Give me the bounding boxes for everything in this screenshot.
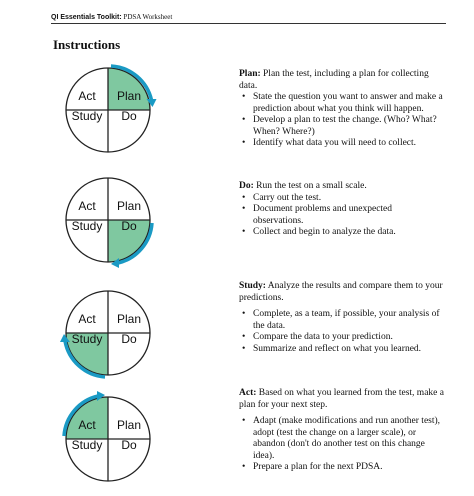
step-do bbox=[239, 181, 444, 239]
step-intro-text: Analyze the results and compare them to your predictions. bbox=[239, 281, 443, 303]
worksheet-name: PDSA Worksheet bbox=[121, 13, 173, 21]
step-bullet-list bbox=[239, 92, 444, 150]
label-do: Do bbox=[121, 332, 137, 346]
document-header bbox=[51, 13, 444, 22]
label-study: Study bbox=[71, 332, 103, 346]
step-name: Plan: bbox=[239, 69, 261, 79]
pdsa-cycle-act bbox=[58, 389, 158, 489]
step-intro bbox=[239, 69, 444, 92]
label-study: Study bbox=[71, 109, 103, 123]
label-plan: Plan bbox=[116, 312, 142, 326]
list-item: • Adapt (make modifications and run another test), adopt (test the change on a larger scale), or abandon (don't do another test on this change idea). bbox=[239, 416, 444, 462]
label-do: Do bbox=[121, 109, 137, 123]
list-item: • Summarize and reflect on what you learned. bbox=[239, 344, 444, 356]
step-intro-text: Based on what you learned from the test, make a plan for your next step. bbox=[239, 388, 444, 410]
list-item: • Collect and begin to analyze the data. bbox=[239, 227, 444, 239]
label-act: Act bbox=[78, 89, 96, 103]
list-item: • Prepare a plan for the next PDSA. bbox=[239, 462, 444, 474]
list-item: • Compare the data to your prediction. bbox=[239, 332, 444, 344]
label-act: Act bbox=[78, 199, 96, 213]
step-bullet-list bbox=[239, 193, 444, 239]
label-do: Do bbox=[121, 219, 137, 233]
pdsa-cycle-study bbox=[58, 283, 158, 383]
pdsa-cycle-do bbox=[58, 170, 158, 270]
list-item: • Carry out the test. bbox=[239, 193, 444, 205]
step-name: Act: bbox=[239, 388, 257, 398]
label-act: Act bbox=[78, 418, 96, 432]
list-item: • Document problems and unexpected observations. bbox=[239, 204, 444, 227]
label-act: Act bbox=[78, 312, 96, 326]
step-name: Do: bbox=[239, 181, 254, 191]
toolkit-name: QI Essentials Toolkit: bbox=[51, 14, 122, 21]
page-title: Instructions bbox=[53, 37, 121, 52]
label-do: Do bbox=[121, 438, 137, 452]
step-intro bbox=[239, 388, 444, 411]
step-study bbox=[239, 281, 444, 355]
step-intro-text: Run the test on a small scale. bbox=[253, 181, 367, 191]
step-plan bbox=[239, 69, 444, 150]
label-plan: Plan bbox=[116, 199, 142, 213]
step-bullet-list bbox=[239, 416, 444, 474]
list-item: • Identify what data you will need to collect. bbox=[239, 138, 444, 150]
header-divider bbox=[51, 23, 446, 24]
label-plan: Plan bbox=[116, 418, 142, 432]
pdsa-cycle-plan bbox=[58, 60, 158, 160]
label-study: Study bbox=[71, 219, 103, 233]
label-study: Study bbox=[71, 438, 103, 452]
list-item: • Develop a plan to test the change. (Who? What? When? Where?) bbox=[239, 115, 444, 138]
step-act bbox=[239, 388, 444, 474]
step-intro-text: Plan the test, including a plan for collecting data. bbox=[239, 69, 429, 91]
step-intro bbox=[239, 281, 444, 304]
list-item: • State the question you want to answer and make a prediction about what you think will happen. bbox=[239, 92, 444, 115]
step-bullet-list bbox=[239, 309, 444, 355]
step-intro bbox=[239, 181, 444, 193]
list-item: • Complete, as a team, if possible, your analysis of the data. bbox=[239, 309, 444, 332]
label-plan: Plan bbox=[116, 89, 142, 103]
step-name: Study: bbox=[239, 281, 266, 291]
